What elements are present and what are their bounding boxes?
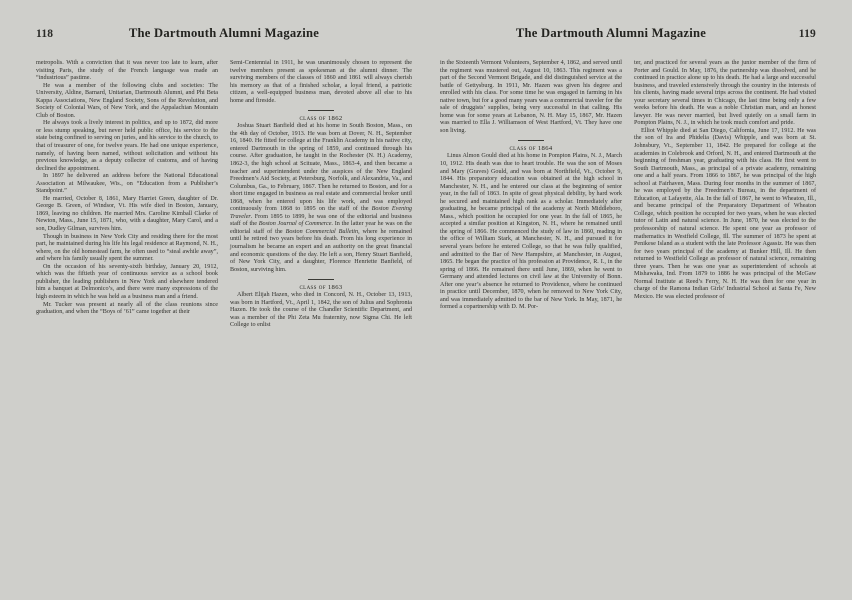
right-page-header <box>440 26 816 48</box>
right-page-running-head: The Dartmouth Alumni Magazine <box>515 26 707 40</box>
right-column-2 <box>634 60 816 312</box>
paragraph: Albert Elijah Hazen, who died in Concord, N. H., October 13, 1913, was born in Hartford, Vt., April 1, 1842, the son of Julius and Sophronia Hazen. He took the course of the Chandler Scientific Department, and was a member of the Phi Zeta Mu fraternity, now Sigma Chi. He left College to enlist <box>230 292 412 329</box>
section-divider-rule <box>518 140 544 141</box>
paragraph: ter, and practiced for several years as the junior member of the firm of Porter and Gould. In May, 1876, the partnership was dissolved, and he continued in practice alone up to his death. He had a large and successful business, and traveled extensively through the country in the interests of his clients, having made several trips across the continent. He had visited your secretary several times in Chicago, the last time being only a few weeks before his death. He was a noble Christian man, and an honest lawyer. He was never married, but lived quietly on a small farm in Pompton Plains, N. J., in which he took much comfort and pride. <box>634 60 816 127</box>
class-heading-1862: class of 1862 <box>299 115 343 123</box>
italic-title: Boston Journal of Commerce <box>258 221 332 228</box>
paragraph: In 1897 he delivered an address before the National Educational Association at Milwaukee, Wis., on “Education from a Publisher’s Standpoint.” <box>36 173 218 195</box>
paragraph: metropolis. With a conviction that it was never too late to learn, after visiting Paris, the study of the French language was made an “industrious” pastime. <box>36 60 218 82</box>
left-page-columns <box>36 60 412 330</box>
paragraph: in the Sixteenth Vermont Volunteers, September 4, 1862, and served until the regiment was mustered out, August 10, 1863. This regiment was a part of the Second Vermont Brigade, and did distinguished service at the battle of Gettysburg. In 1911, Mr. Hazen was given his degree and enrolled with his class. For some time he was engaged in farming in his native town, but for a good many years was a commercial traveler for the sale of druggists’ supplies, being very successful in that calling. His home was for some years at Lebanon, N. H. May 15, 1867, Mr. Hazen was married to Ella J. Williamson of West Hartford, Vt. They have one son living. <box>440 60 622 134</box>
text-run: . In the latter year he was on the editorial staff of the <box>230 221 412 235</box>
italic-title: Boston Commercial Bulletin <box>285 228 359 235</box>
paragraph: Elliot Whipple died at San Diego, California, June 17, 1912. He was the son of Ira and Phidelia (Davis) Whipple, and was born at St. Johnsbury, Vt., September 11, 1842. He prepared for college at the academies in Colebrook and Orford, N. H., and entered Dartmouth at the beginning of freshman year, graduating with his class. He first went to South Dartmouth, Mass., as principal of a private academy, remaining one and a half years. From 1866 to 1867, he was principal of the high school at Fairhaven, Mass. During four months in the summer of 1867, he was employed by the Freedmen’s Bureau, in the department of Education, at Lafayette, Ala. In the fall of 1867, he went to Wheaton, Ill., and became principal of the Preparatory Department of Wheaton College, which position he occupied for two years, when he was elected tutor of Latin and natural science. In June, 1870, he was elected to the professorship of natural science. He spent one year as professor of mathematics in Westfield College, Ill. The summer of 1873 he spent at Penikese Island as a student with the late Professor Agassiz. He was then for two years principal of the academy at Bunker Hill, Ill. He then returned to Westfield College as professor of natural science, remaining three years. Then he was one year as superintendent of schools at Mishawaka, Ind. From 1879 to 1886 he was principal of the McGaw Normal Institute at Reed’s Ferry, N. H. He was then for one year in charge of the Ramona Indian Girls’ Industrial School at Santa Fe, New Mexico. He was elected professor of <box>634 127 816 300</box>
section-divider-rule <box>308 279 334 280</box>
left-page-folio: 118 <box>36 28 54 40</box>
italic-title: Boston Evening Traveler <box>230 206 412 220</box>
class-heading-1864: class of 1864 <box>509 145 553 153</box>
paragraph: He always took a lively interest in politics, and up to 1872, did more or less stump speaking, but never held public office, his service to the state being confined to serving on juries, and his service to the church, to that of treasurer of one, for twelve years. He had one unique experience, namely, of having been named, without solicitation and without his previous knowledge, as a deputy collector of customs, and of having declined the appointment. <box>36 120 218 172</box>
right-page-folio: 119 <box>798 28 816 40</box>
paragraph: He married, October 8, 1861, Mary Harriet Green, daughter of Dr. George B. Green, of Windsor, Vt. His wife died in Boston, January, 1869, leaving no children. He married Mrs. Caroline Kimball Clarke of Newton, Mass., June 15, 1871, who, with a daughter, Mary Carol, and a son, Dudley Gilman, survives him. <box>36 195 218 233</box>
left-column-2 <box>230 60 412 330</box>
section-divider-rule <box>308 110 334 111</box>
paragraph: Semi-Centennial in 1911, he was unanimously chosen to represent the twelve members present as spokesman at the alumni dinner. The surviving members of the classes of 1860 and 1861 will always cherish his memory as that of a finished scholar, a loyal friend, a patriotic citizen, a well-equipped business man, devoted above all else to his home and fireside. <box>230 60 412 104</box>
left-page-running-head: The Dartmouth Alumni Magazine <box>128 26 320 40</box>
paragraph: On the occasion of his seventy-sixth birthday, January 20, 1912, which was the fiftieth year of continuous service as a school book publisher, the leading publishers in New York and elsewhere tendered him a banquet at Delmonico’s, and there were many expressions of the high esteem in which he was held as a business man and a friend. <box>36 263 218 300</box>
paragraph: Mr. Tucker was present at nearly all of the class reunions since graduation, and when the “Boys of ’61” came together at their <box>36 301 218 316</box>
right-page-columns <box>440 60 816 312</box>
paragraph: He was a member of the following clubs and societies: The University, Aldine, Barnard, Unitarian, Dartmouth Alumni, and Phi Beta Kappa Associations, New England Society, Sons of the Revolution, and Society of Colonial Wars, of New York, and the Appalachian Mountain Club of Boston. <box>36 82 218 119</box>
paragraph: Linus Almon Gould died at his home in Pompton Plains, N. J., March 10, 1912. His death was due to heart trouble. He was the son of Moses and Mary (Graves) Gould, and was born at Northfield, Vt., October 9, 1844. His preparatory education was obtained at the high school in Manchester, N. H., and he entered our class at the beginning of senior year, in the fall of 1863. In spite of great physical debility, by hard work he secured and maintained high rank as a scholar. Immediately after graduating, he became principal of the academy at North Middleboro, Mass., which position he occupied for one year. In the fall of 1865, he accepted a similar position at Kingston, N. H., where he remained until the spring of 1866. He commenced the study of law in 1860, reading in the office of William Stark, at Manchester, N. H., and pursued it for several years before he entered College, so that he was fully qualified, and admitted to the Bar of New Hampshire, at Manchester, in August, 1865. He began the practice of his profession at Providence, R. I., in the spring of 1866. He remained there until June, 1869, when he went to Germany and attended lectures on civil law at the University of Bonn. After one year’s absence he returned to Providence, where he continued in practice until December, 1870, when he removed to New York City, and was immediately admitted to the bar of New York. In May, 1871, he formed a copartnership with D. M. Por- <box>440 153 622 311</box>
text-run: Joshua Stuart Banfield died at his home in South Boston, Mass., on the 4th day of October, 1913. He was born at Dover, N. H., September 16, 1840. He fitted for college at the Franklin Academy in his native city, entered Dartmouth in the spring of 1859, and continued through his course. After graduation, he taught in the Rochester (N. H.) Academy, 1862-3, the high school at Scituate, Mass., 1863-4, and then became a teacher and superintendent under the auspices of the New England Freedmen’s Aid Society, at Petersburg, Norfolk, and Alexandria, Va., and Columbus, Ga., to February, 1867. Then he returned to Boston, and for a short time engaged in business as real estate and commercial broker until 1868, when he entered upon his life work, and was employed continuously from 1868 to 1895 on the staff of the <box>230 123 412 213</box>
paragraph: Though in business in New York City and residing there for the most part, he maintained during his life his legal residence at Raymond, N. H., where, on the old homestead farm, he often used to “steal awhile away”, and where his family usually spent the summer. <box>36 233 218 263</box>
left-page-header <box>36 26 412 48</box>
left-column-1 <box>36 60 218 330</box>
text-run: , where he remained until he retired two years before his death. From his long experience in journalism he became an expert and an authority on the great financial and economic questions of the day. He left a son, Henry Stuart Banfield, of New York City, and a daughter, Florence Henriette Banfield, of Boston, surviving him. <box>230 228 413 273</box>
right-column-1 <box>440 60 622 312</box>
class-heading-1863: class of 1863 <box>299 284 343 292</box>
paragraph <box>230 123 412 274</box>
text-run: . From 1895 to 1899, he was one of the editorial and business staff of the <box>230 213 412 228</box>
right-page <box>426 0 852 600</box>
